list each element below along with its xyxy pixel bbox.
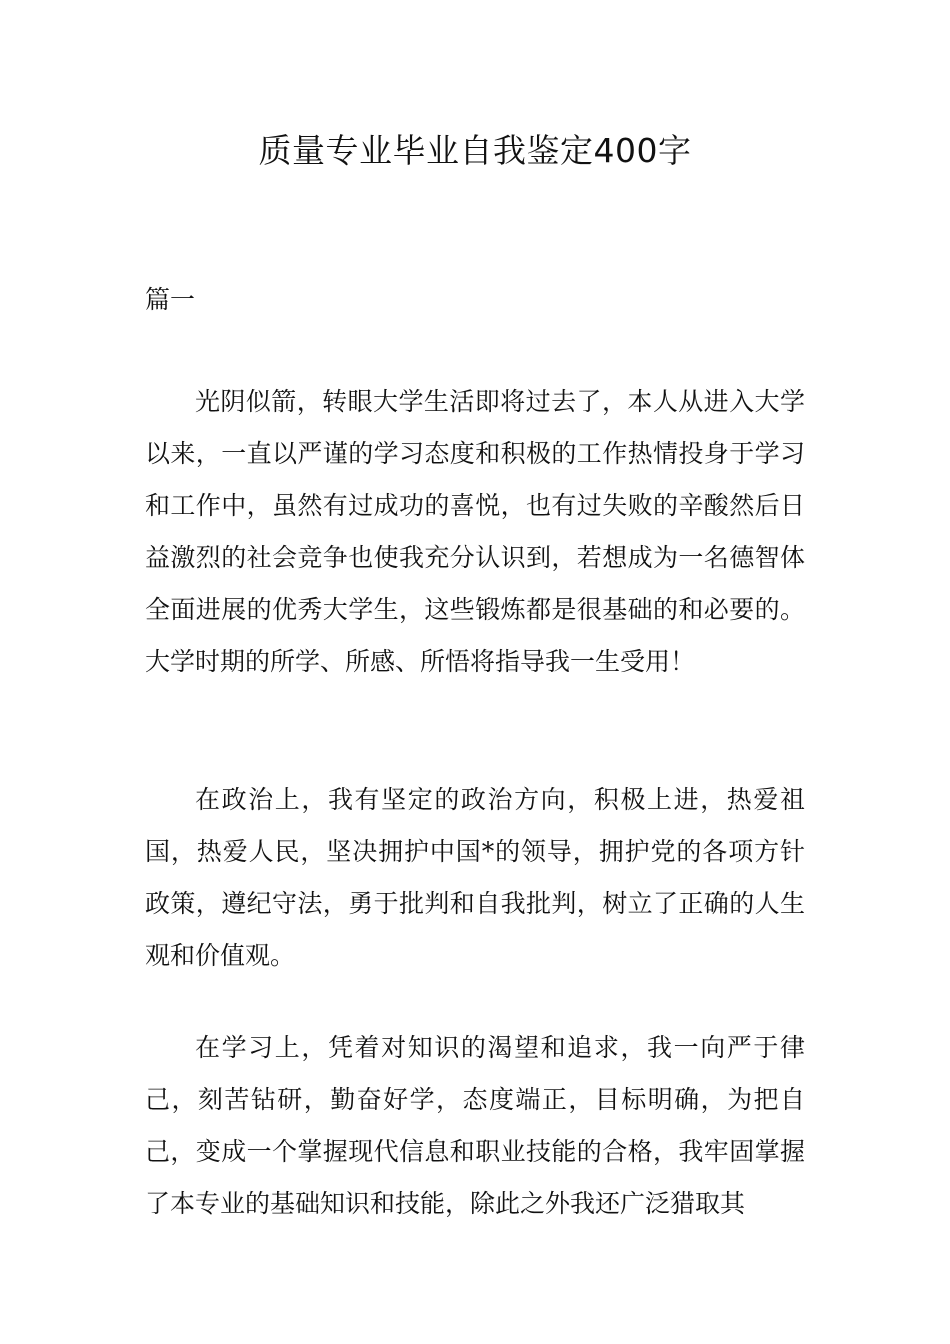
section-label: 篇一 xyxy=(145,285,196,314)
paragraph-intro: 光阴似箭，转眼大学生活即将过去了，本人从进入大学以来，一直以严谨的学习态度和积极的工作热情投身于学习和工作中，虽然有过成功的喜悦，也有过失败的辛酸然后日益激烈的社会竞争也使我充分认识到，若想成为一名德智体全面进展的优秀大学生，这些锻炼都是很基础的和必要的。大学时期的所学、所感、所悟将指导我一生受用！ xyxy=(145,387,805,676)
paragraph-study: 在学习上，凭着对知识的渴望和追求，我一向严于律己，刻苦钻研，勤奋好学，态度端正，目标明确，为把自己，变成一个掌握现代信息和职业技能的合格，我牢固掌握了本专业的基础知识和技能，除此之外我还广泛猎取其 xyxy=(145,1033,805,1218)
document-title: 质量专业毕业自我鉴定400字 xyxy=(258,131,692,170)
paragraph-politics: 在政治上，我有坚定的政治方向，积极上进，热爱祖国，热爱人民，坚决拥护中国*的领导，拥护党的各项方针政策，遵纪守法，勇于批判和自我批判，树立了正确的人生观和价值观。 xyxy=(145,785,805,970)
